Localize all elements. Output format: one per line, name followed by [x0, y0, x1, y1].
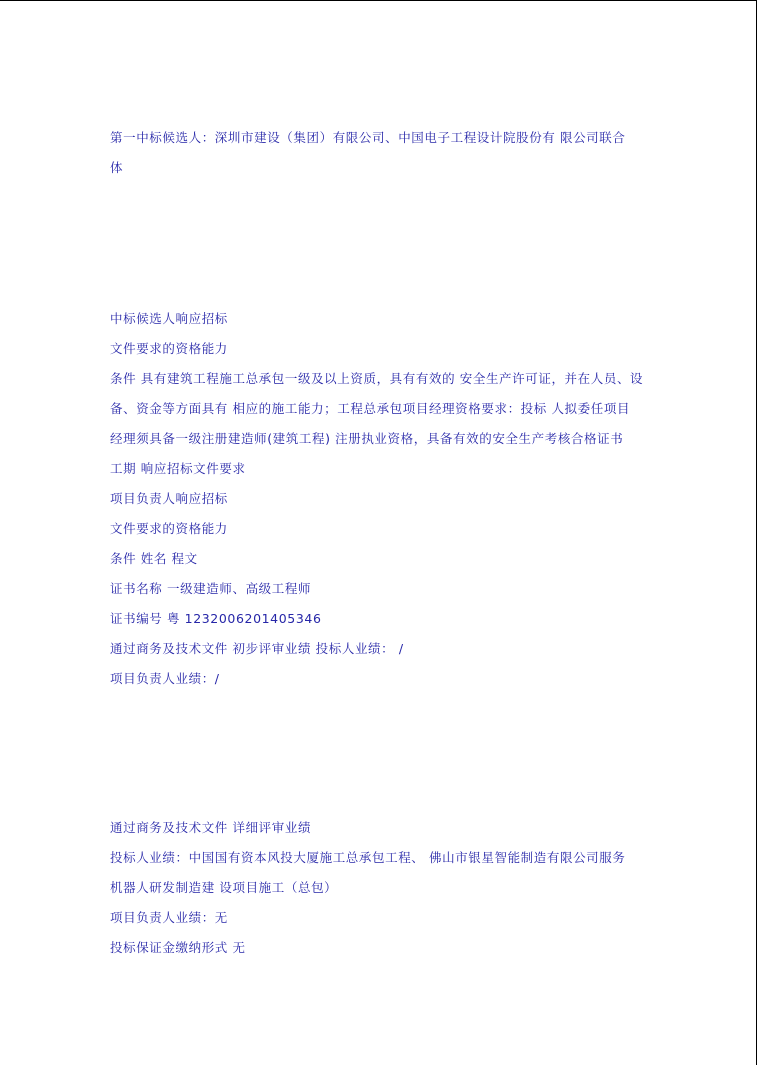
text-line: 证书编号 粤 1232006201405346	[110, 611, 322, 626]
text-line: 投标人业绩：中国国有资本风投大厦施工总承包工程、 佛山市银星智能制造有限公司服务	[110, 850, 626, 865]
text-line: 证书名称 一级建造师、高级工程师	[110, 581, 312, 596]
text-line: 投标保证金缴纳形式 无	[110, 940, 246, 955]
text-line: 体	[110, 160, 124, 175]
text-line: 工期 响应招标文件要求	[110, 461, 246, 476]
text-line: 条件 具有建筑工程施工总承包一级及以上资质，具有有效的 安全生产许可证，并在人员、设	[110, 371, 644, 386]
text-line: 文件要求的资格能力	[110, 521, 228, 536]
text-line: 项目负责人业绩：无	[110, 910, 228, 925]
qualification-block	[110, 304, 650, 694]
first-winning-candidate-paragraph	[110, 123, 650, 183]
text-line: 机器人研发制造建 设项目施工（总包）	[110, 880, 338, 895]
text-line: 通过商务及技术文件 详细评审业绩	[110, 820, 312, 835]
text-line: 备、资金等方面具有 相应的施工能力；工程总承包项目经理资格要求：投标 人拟委任项目	[110, 401, 631, 416]
text-line: 中标候选人响应招标	[110, 311, 228, 326]
text-line: 项目负责人业绩：/	[110, 671, 220, 686]
text-line: 通过商务及技术文件 初步评审业绩 投标人业绩： /	[110, 641, 404, 656]
text-line: 经理须具备一级注册建造师(建筑工程) 注册执业资格，具备有效的安全生产考核合格证书	[110, 431, 624, 446]
text-line: 条件 姓名 程文	[110, 551, 198, 566]
text-line: 第一中标候选人：深圳市建设（集团）有限公司、中国电子工程设计院股份有 限公司联合	[110, 130, 626, 145]
text-line: 文件要求的资格能力	[110, 341, 228, 356]
text-line: 项目负责人响应招标	[110, 491, 228, 506]
detailed-review-block	[110, 813, 650, 963]
